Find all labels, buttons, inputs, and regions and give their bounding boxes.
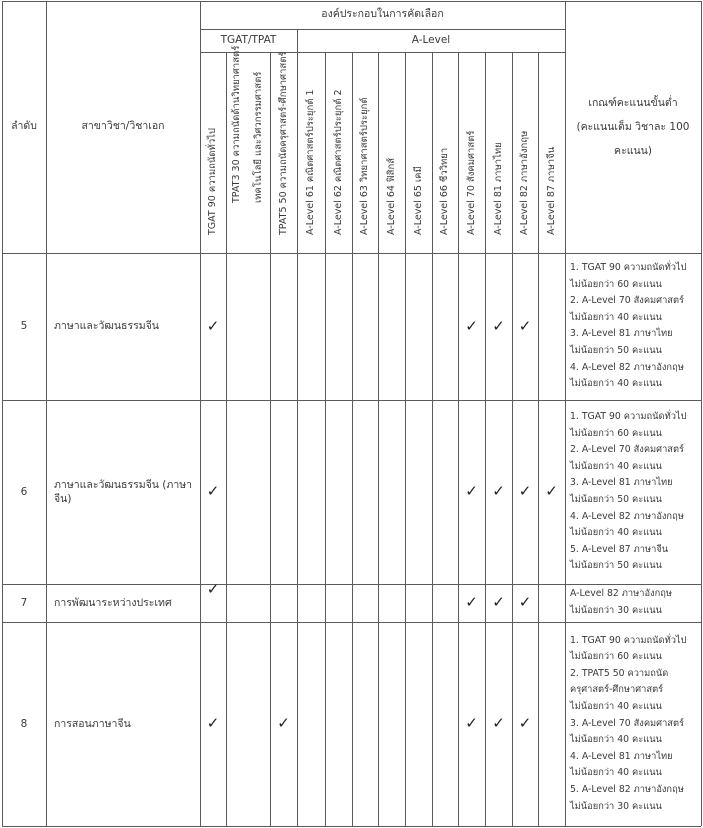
criteria-line: ไม่น้อยกว่า 40 คะแนน [570, 701, 662, 713]
criteria-line: 2. A-Level 70 สังคมศาสตร์ [570, 444, 685, 456]
row-order: 6 [20, 485, 28, 498]
checkmark-icon: ✓ [518, 316, 532, 335]
checkmark-icon: ✓ [465, 714, 478, 732]
row-major: ภาษาและวัฒนธรรมจีน [54, 320, 159, 333]
checkmark-icon: ✓ [277, 714, 290, 732]
row-criteria [566, 260, 701, 393]
column-header-text: A-Level 82 ภาษาอังกฤษ [519, 130, 530, 235]
column-header-text: A-Level 63 วิทยาศาสตร์ประยุกต์ [359, 97, 370, 235]
column-header-text: A-Level 81 ภาษาไทย [492, 142, 504, 235]
row-criteria [566, 409, 701, 575]
criteria-line: ไม่น้อยกว่า 60 คะแนน [570, 651, 662, 663]
header-divider [200, 29, 565, 30]
column-header-text-line-2: เทคโนโลยี และวิศวกรรมศาสตร์ [253, 71, 264, 203]
column-header-al81 [485, 52, 512, 253]
column-header-tpat30 [226, 45, 270, 253]
column-header-text: A-Level 65 เคมี [412, 166, 424, 235]
checkmark-icon: ✓ [492, 482, 505, 500]
column-header-text: A-Level 61 คณิตศาสตร์ประยุกต์ 1 [305, 89, 316, 235]
column-header-label [386, 158, 398, 235]
header-criteria-line-2: (คะแนนเต็ม วิชาละ 100 [576, 120, 690, 133]
criteria-line: 3. A-Level 81 ภาษาไทย [570, 477, 673, 489]
column-header-al87 [538, 52, 565, 253]
column-header-label [519, 131, 531, 235]
header-components [200, 0, 565, 29]
criteria-line: 1. TGAT 90 ความถนัดทั่วไป [570, 634, 687, 646]
header-order [2, 0, 46, 253]
column-header-label [207, 128, 219, 235]
column-header-label [305, 90, 317, 235]
header-group-tgat-tpat-label: TGAT/TPAT [220, 34, 277, 47]
column-header-text: A-Level 87 ภาษาจีน [545, 146, 557, 235]
table-border-bottom [2, 826, 701, 827]
header-group-alevel [297, 29, 565, 52]
header-major-label: สาขาวิชา/วิชาเอก [81, 120, 165, 133]
column-header-al61 [297, 52, 325, 253]
criteria-line: 4. A-Level 81 ภาษาไทย [570, 750, 673, 762]
criteria-line: 2. A-Level 70 สังคมศาสตร์ [570, 295, 685, 307]
criteria-line: 3. A-Level 81 ภาษาไทย [570, 328, 673, 340]
header-criteria-line-3: คะแนน) [614, 144, 652, 157]
row-order: 8 [20, 717, 28, 730]
column-header-text: TGAT 90 ความถนัดทั่วไป [207, 128, 218, 235]
checkmark-icon: ✓ [206, 482, 220, 500]
checkmark-icon: ✓ [492, 593, 505, 611]
column-header-label [546, 147, 558, 235]
row-major: การพัฒนาระหว่างประเทศ [54, 596, 172, 609]
criteria-line: ไม่น้อยกว่า 40 คะแนน [570, 378, 662, 390]
column-header-text: A-Level 64 ฟิสิกส์ [385, 158, 397, 235]
checkmark-icon: ✓ [206, 580, 220, 598]
column-header-text: A-Level 62 คณิตศาสตร์ประยุกต์ 2 [332, 89, 344, 235]
checkmark-icon: ✓ [465, 482, 478, 500]
criteria-line: ไม่น้อยกว่า 30 คะแนน [570, 604, 662, 616]
column-header-label [333, 90, 345, 235]
checkmark-icon: ✓ [465, 593, 478, 611]
row-major: การสอนภาษาจีน [54, 717, 131, 730]
column-header-label [413, 166, 425, 235]
criteria-line: ไม่น้อยกว่า 30 คะแนน [570, 800, 662, 812]
checkmark-icon: ✓ [465, 316, 478, 335]
checkmark-icon: ✓ [492, 316, 505, 335]
criteria-line: 4. A-Level 82 ภาษาอังกฤษ [570, 510, 684, 522]
checkmark-icon: ✓ [518, 482, 532, 500]
column-header-label [466, 131, 478, 235]
column-header-text: A-Level 66 ชีววิทยา [439, 147, 450, 235]
column-header-al63 [352, 52, 378, 253]
criteria-line: ไม่น้อยกว่า 40 คะแนน [570, 527, 662, 539]
criteria-line: ไม่น้อยกว่า 50 คะแนน [570, 560, 662, 572]
checkmark-icon: ✓ [545, 482, 558, 500]
criteria-line: ไม่น้อยกว่า 40 คะแนน [570, 734, 662, 746]
column-header-text: A-Level 70 สังคมศาสตร์ [465, 130, 477, 235]
column-header-al64 [378, 52, 405, 253]
row-major: ภาษาและวัฒนธรรมจีน (ภาษาจีน) [54, 478, 193, 505]
header-major [46, 0, 200, 253]
checkmark-icon: ✓ [206, 316, 220, 335]
header-criteria-line-1: เกณฑ์คะแนนขั้นต่ำ [588, 96, 678, 109]
column-header-label [359, 97, 371, 235]
criteria-line: ไม่น้อยกว่า 50 คะแนน [570, 345, 662, 357]
checkmark-icon: ✓ [518, 714, 532, 732]
criteria-line: ไม่น้อยกว่า 60 คะแนน [570, 278, 662, 290]
criteria-line: ไม่น้อยกว่า 40 คะแนน [570, 460, 662, 472]
row-order: 7 [20, 596, 28, 609]
column-header-al62 [325, 52, 352, 253]
criteria-line: ไม่น้อยกว่า 60 คะแนน [570, 427, 662, 439]
column-header-al70 [458, 52, 485, 253]
criteria-line: ครุศาสตร์-ศึกษาศาสตร์ [570, 684, 664, 696]
column-header-al66 [432, 52, 458, 253]
column-header-label [278, 52, 290, 236]
criteria-line: 1. TGAT 90 ความถนัดทั่วไป [570, 411, 687, 422]
checkmark-icon: ✓ [492, 714, 505, 732]
criteria-line: ไม่น้อยกว่า 40 คะแนน [570, 767, 662, 779]
criteria-line: 5. A-Level 82 ภาษาอังกฤษ [570, 784, 684, 796]
table-border-top [2, 1, 701, 2]
header-group-alevel-label: A-Level [411, 34, 451, 47]
row-criteria [566, 633, 701, 816]
checkmark-icon: ✓ [518, 593, 532, 611]
criteria-line: 4. A-Level 82 ภาษาอังกฤษ [570, 361, 684, 373]
criteria-line: 2. TPAT5 50 ความถนัด [570, 667, 669, 679]
table-border-right [701, 1, 702, 826]
column-header-label [493, 142, 505, 235]
criteria-line: A-Level 82 ภาษาอังกฤษ [570, 588, 672, 600]
column-header-al82 [512, 52, 538, 253]
header-order-label: ลำดับ [11, 120, 37, 133]
header-criteria [565, 0, 701, 253]
header-components-label: องค์ประกอบในการคัดเลือก [321, 8, 444, 21]
column-header-tgat90 [200, 52, 226, 253]
criteria-line: ไม่น้อยกว่า 40 คะแนน [570, 311, 662, 323]
checkmark-icon: ✓ [206, 714, 220, 732]
column-header-al65 [405, 52, 432, 253]
criteria-line: 5. A-Level 87 ภาษาจีน [570, 543, 669, 555]
criteria-line: 1. TGAT 90 ความถนัดทั่วไป [570, 262, 687, 274]
column-header-tpat50 [270, 52, 297, 253]
row-criteria [566, 586, 701, 619]
column-header-text: TPAT5 50 ความถนัดครุศาสตร์-ศึกษาศาสตร์ [277, 51, 289, 235]
column-header-text: TPAT3 30 ความถนัดด้านวิทยาศาสตร์ [231, 45, 242, 203]
column-header-label [226, 46, 270, 203]
row-order: 5 [20, 320, 28, 333]
column-header-label [439, 148, 451, 235]
criteria-line: 3. A-Level 70 สังคมศาสตร์ [570, 717, 685, 729]
criteria-line: ไม่น้อยกว่า 50 คะแนน [570, 493, 662, 505]
